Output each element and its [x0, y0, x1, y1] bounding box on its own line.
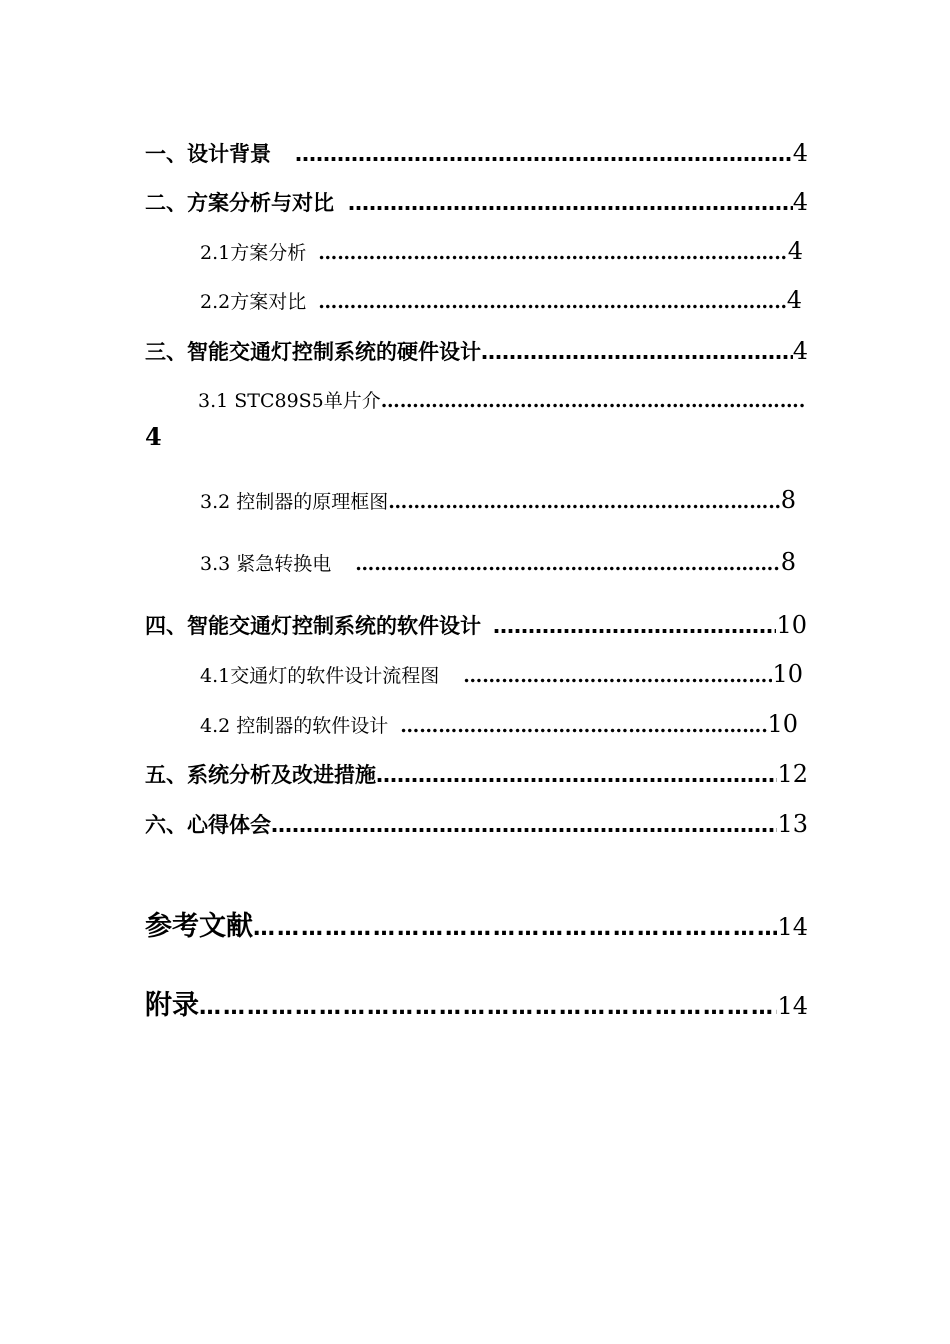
toc-leader-dots: [400, 715, 767, 737]
toc-entry[interactable]: [145, 138, 808, 168]
toc-entry[interactable]: [200, 237, 803, 265]
toc-entry-page: 4: [792, 139, 808, 167]
toc-leader-dots: [318, 242, 788, 264]
toc-entry-title: 2.1方案分析: [200, 242, 307, 264]
toc-entry-number: 三、: [145, 340, 187, 364]
toc-entry-page: 10: [767, 710, 798, 738]
toc-entry-title: 智能交通灯控制系统的软件设计: [187, 614, 481, 638]
toc-leader-dots: [295, 142, 793, 166]
toc-entry-title: 参考文献: [145, 911, 253, 942]
toc-entry-number: 二、: [145, 191, 187, 215]
toc-entry-title: 附录: [145, 990, 199, 1021]
toc-entry[interactable]: [200, 548, 796, 576]
toc-entry[interactable]: [200, 710, 798, 738]
toc-entry-page: 14: [777, 913, 808, 941]
toc-leader-dots: [388, 491, 780, 513]
toc-leader-dots: [271, 813, 777, 837]
toc-entry[interactable]: [200, 660, 803, 688]
toc-entry-title: 心得体会: [187, 813, 271, 837]
toc-leader-dots: [381, 390, 806, 412]
toc-entry-title: 3.2 控制器的原理框图: [200, 491, 389, 513]
toc-leader-dots: [493, 614, 776, 638]
toc-entry-page: 14: [777, 992, 808, 1020]
toc-entry-page: 8: [780, 486, 796, 514]
toc-entry-title: 3.1 STC89S5单片介: [198, 390, 381, 412]
toc-entry[interactable]: [145, 610, 807, 640]
toc-entry-page: 4: [792, 337, 808, 365]
toc-entry[interactable]: [145, 904, 808, 943]
toc-entry-number: 五、: [145, 763, 187, 787]
toc-leader-dots: [481, 340, 793, 364]
toc-entry-title: 设计背景: [187, 142, 271, 166]
toc-leader-dots: [376, 763, 777, 787]
toc-leader-dots: [355, 553, 780, 575]
toc-entry-title: 系统分析及改进措施: [187, 763, 376, 787]
toc-entry-page: 4: [145, 422, 162, 451]
toc-entry-title: 2.2方案对比: [200, 291, 307, 313]
toc-entry[interactable]: [145, 336, 808, 366]
toc-entry-page: 10: [772, 660, 803, 688]
toc-entry-number: 一、: [145, 142, 187, 166]
toc-entry-page: 13: [777, 810, 808, 838]
toc-leader-dots: [253, 916, 777, 941]
toc-entry-title: 方案分析与对比: [187, 191, 334, 215]
toc-entry-page: 8: [780, 548, 796, 576]
toc-leader-dots: [318, 291, 787, 313]
toc-entry[interactable]: [145, 759, 808, 789]
toc-entry-title: 4.2 控制器的软件设计: [200, 715, 389, 737]
toc-entry-page: 4: [786, 286, 802, 314]
toc-entry-title: 3.3 紧急转换电: [200, 553, 332, 575]
toc-entry-number: 六、: [145, 813, 187, 837]
toc-entry-page: 12: [777, 760, 808, 788]
toc-entry-page: 4: [792, 188, 808, 216]
toc-entry[interactable]: [145, 809, 808, 839]
toc-entry[interactable]: [145, 983, 808, 1022]
toc-entry[interactable]: [145, 187, 808, 217]
toc-leader-dots: [348, 191, 793, 215]
toc-entry-number: 四、: [145, 614, 187, 638]
toc-entry-title: 智能交通灯控制系统的硬件设计: [187, 340, 481, 364]
toc-leader-dots: [463, 665, 772, 687]
toc-entry-page: 10: [776, 611, 807, 639]
toc-entry-page: 4: [787, 237, 803, 265]
toc-leader-dots: [199, 995, 777, 1020]
toc-entry[interactable]: [200, 486, 796, 514]
toc-entry[interactable]: [198, 386, 806, 413]
toc-entry-title: 4.1交通灯的软件设计流程图: [200, 665, 440, 687]
toc-entry[interactable]: [200, 286, 802, 314]
